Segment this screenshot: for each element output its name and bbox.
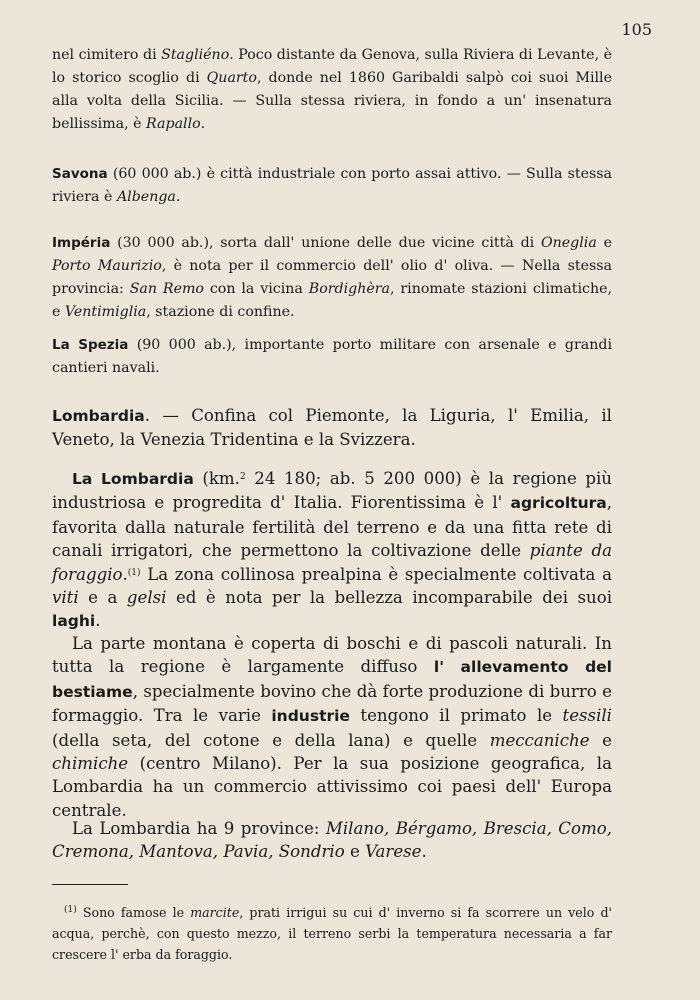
- lombardia-heading-paragraph: [52, 404, 612, 452]
- bold-term: agricoltura: [510, 494, 607, 513]
- text: , stazione di confine.: [146, 304, 295, 320]
- text: e: [596, 235, 612, 251]
- text: . — Confina col Piemonte, la Liguria, l' Emilia, il Veneto, la Venezia Tridentina e la Svizzera.: [52, 406, 612, 450]
- text: La zona collinosa prealpina è specialmente coltivata a: [140, 564, 612, 584]
- text: , donde nel 1860 Garibaldi salpò coi suoi Mille alla volta della Sicilia. — Sulla stessa riviera, in fondo a un' insenatura bellissima, è: [52, 70, 612, 132]
- footnote: [52, 902, 612, 965]
- text: (centro Milano). Per la sua posizione geografica, la Lombardia ha un commercio attivissimo coi paesi dell' Europa centrale.: [52, 754, 612, 820]
- text: e: [589, 730, 612, 750]
- text: 24 180; ab. 5 200 000) è la regione più industriosa e progredita d' Italia. Fiorentissima è l': [52, 469, 612, 513]
- text: La parte montana è coperta di boschi e di pascoli naturali. In tutta la regione è largamente diffuso: [52, 634, 612, 677]
- italic-term: gelsi: [126, 588, 167, 608]
- place-name: Oneglia: [541, 235, 597, 251]
- place-name: Ventimiglia: [64, 304, 147, 320]
- place-name: Rapallo: [146, 116, 201, 132]
- region-heading: Lombardia: [52, 407, 145, 425]
- text: (della seta, del cotone e della lana) e quelle: [52, 730, 490, 750]
- text: . Poco distante da Genova, sulla Riviera di Levante, è lo storico scoglio di: [52, 47, 612, 86]
- text: ed è nota per la bellezza incomparabile dei suoi: [166, 588, 612, 608]
- italic-term: piante da foraggio: [52, 541, 612, 584]
- place-name: San Remo: [129, 281, 204, 297]
- text: .: [421, 842, 427, 862]
- page-number: 105: [621, 20, 652, 39]
- italic-term: Varese: [365, 842, 422, 862]
- text: .: [200, 116, 206, 132]
- italic-term: chimiche: [52, 754, 129, 774]
- text: nel cimitero di: [52, 47, 162, 63]
- text: , è nota per il commercio dell' olio d' oliva. — Nella stessa provincia:: [52, 258, 613, 297]
- text: (60 000 ab.) è città industriale con porto assai attivo. — Sulla stessa riviera è: [52, 166, 612, 205]
- text: con la vicina: [203, 281, 309, 297]
- city-heading: Impéria: [52, 235, 111, 251]
- footnote-reference[interactable]: (1): [127, 567, 141, 578]
- text: e: [344, 842, 366, 862]
- text: .: [175, 189, 181, 205]
- spezia-paragraph: [52, 334, 612, 380]
- bold-term: l' allevamento del bestiame: [52, 658, 612, 701]
- place-name: Stagliéno: [161, 47, 230, 63]
- footnote-divider: [52, 884, 128, 885]
- text: e a: [78, 588, 127, 608]
- text: (90 000 ab.), importante porto militare con arsenale e grandi cantieri navali.: [52, 337, 612, 376]
- lombardia-paragraph-1: [52, 467, 612, 634]
- city-heading: La Spezia: [52, 337, 129, 353]
- bold-term: laghi: [52, 612, 96, 631]
- bold-term: La Lombardia: [72, 470, 194, 488]
- text: .: [95, 611, 101, 631]
- lombardia-paragraph-3: [52, 817, 612, 864]
- city-heading: Savona: [52, 166, 108, 182]
- text: (km.: [193, 469, 240, 488]
- imperia-paragraph: [52, 232, 612, 324]
- text: Sono famose le: [76, 905, 191, 920]
- footnote-marker: (1): [64, 905, 77, 915]
- genova-paragraph: [52, 44, 612, 136]
- text: tengono il primato le: [349, 706, 563, 726]
- place-name: Quarto: [206, 70, 257, 86]
- text: , prati irrigui su cui d' inverno si fa scorrere un velo d' acqua, perchè, con questo mezzo, il terreno serbi la temperatura necessaria a far crescere l' erba da foraggio.: [52, 905, 612, 962]
- italic-term: Milano, Bérgamo, Brescia, Como, Cremona, Mantova, Pavia, Sondrio: [52, 819, 612, 862]
- text: , favorita dalla naturale fertilità del terreno e da una fitta rete di canali irrigatori, che permettono la coltivazione delle: [52, 493, 612, 561]
- lombardia-paragraph-2: [52, 632, 612, 822]
- italic-term: tessili: [562, 706, 612, 726]
- place-name: Albenga: [116, 189, 176, 205]
- place-name: Porto Maurizio: [52, 258, 162, 274]
- italic-term: viti: [52, 588, 79, 608]
- text: La Lombardia ha 9 province:: [72, 819, 326, 838]
- text: .: [122, 564, 128, 584]
- savona-paragraph: [52, 163, 612, 209]
- place-name: Bordighèra: [308, 281, 390, 297]
- italic-term: marcite: [190, 905, 240, 920]
- italic-term: meccaniche: [489, 730, 590, 750]
- superscript: 2: [239, 472, 246, 482]
- text: , specialmente bovino che dà forte produzione di burro e formaggio. Tra le varie: [52, 681, 612, 726]
- bold-term: industrie: [271, 707, 350, 726]
- text: , rinomate stazioni climatiche, e: [52, 281, 612, 320]
- text: (30 000 ab.), sorta dall' unione delle due vicine città di: [110, 235, 542, 251]
